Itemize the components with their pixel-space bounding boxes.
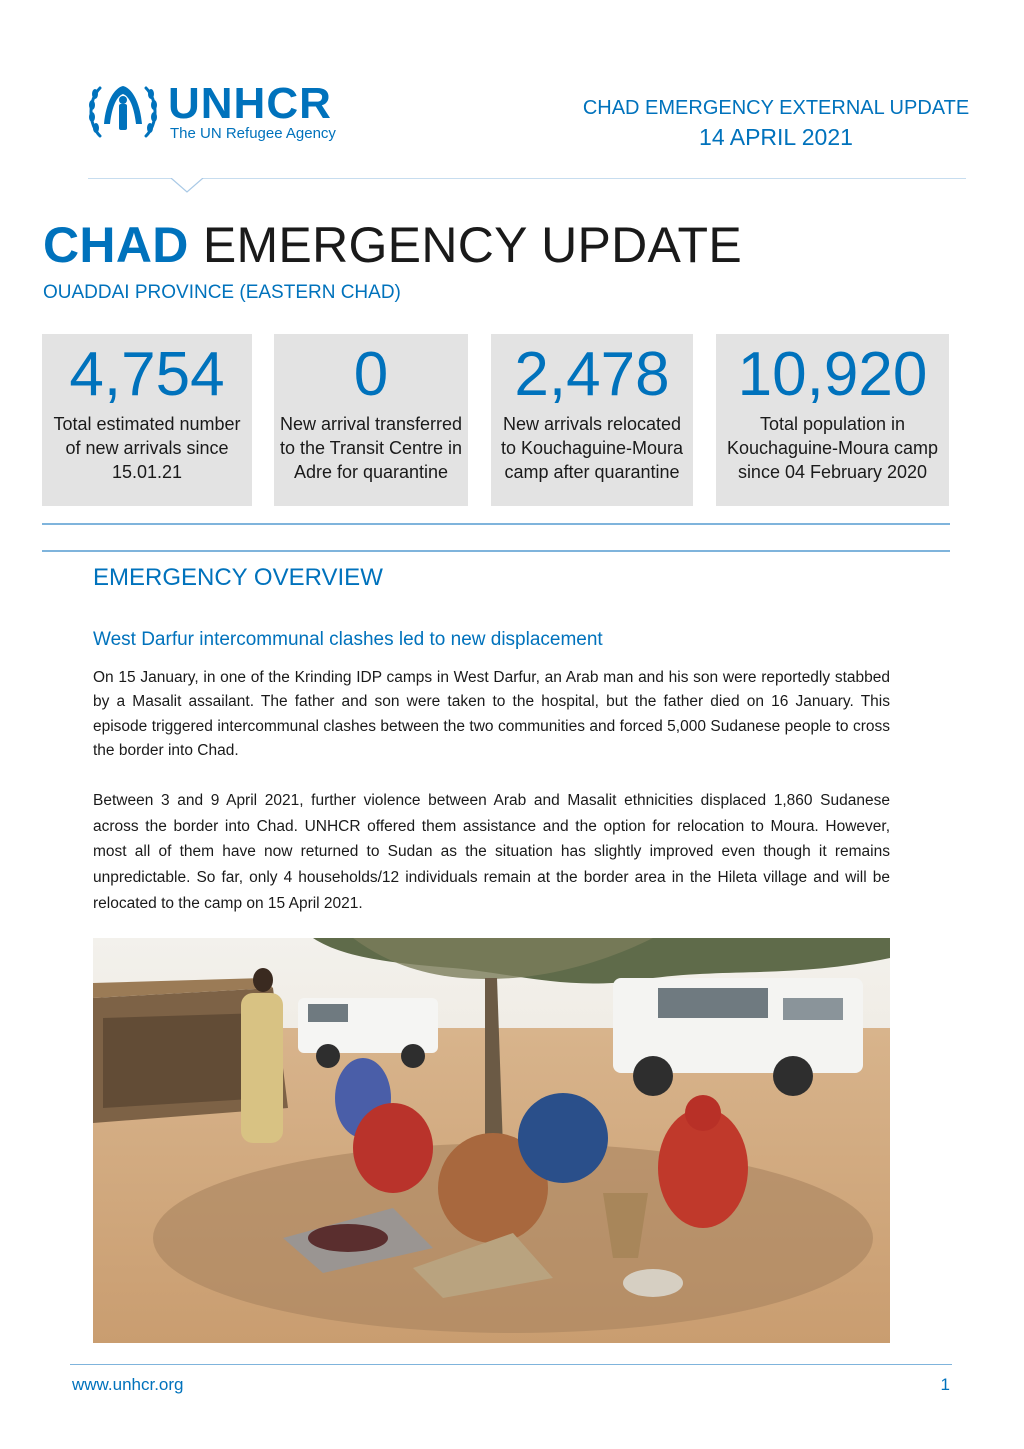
logo-name: UNHCR: [168, 79, 332, 128]
stat-box-total-population: [716, 334, 949, 506]
stat-box-transit-centre: [274, 334, 468, 506]
footer-divider: [70, 1364, 952, 1365]
stat-value: 4,754: [69, 340, 225, 409]
unhcr-emblem-icon: [86, 78, 160, 144]
report-header: [566, 96, 986, 154]
stat-value: 0: [353, 340, 389, 409]
page-title: [43, 216, 742, 274]
logo-tagline: The UN Refugee Agency: [170, 125, 336, 142]
overview-paragraph-1: On 15 January, in one of the Krinding IDP camps in West Darfur, an Arab man and his son were reportedly stabbed by a Masalit assailant. The father and son were taken to the hospital, but the father died on 16 January. This episode triggered intercommunal clashes between the two communities and forced 5,000 Sudanese people to cross the border into Chad.: [93, 669, 890, 759]
stat-label: Total population in Kouchaguine-Moura camp since 04 February 2020: [726, 414, 939, 482]
page-subtitle: OUADDAI PROVINCE (EASTERN CHAD): [43, 282, 401, 303]
stat-label: New arrival transferred to the Transit Centre in Adre for quarantine: [279, 414, 463, 482]
section-subheading: West Darfur intercommunal clashes led to new displacement: [93, 629, 603, 650]
page-number: 1: [940, 1375, 950, 1394]
caret-down-icon: [170, 178, 204, 194]
stat-value: 10,920: [737, 340, 928, 409]
title-rest: EMERGENCY UPDATE: [188, 217, 742, 273]
stat-label: New arrivals relocated to Kouchaguine-Moura camp after quarantine: [500, 414, 684, 482]
overview-paragraph-2: Between 3 and 9 April 2021, further violence between Arab and Masalit ethnicities displaced 1,860 Sudanese across the border into Chad. UNHCR offered them assistance and the option for relocation to Moura. However, most all of them have now returned to Sudan as the situation has slightly improved even though it remains unpredictable. So far, only 4 households/12 individuals remain at the border area in the Hileta village and will be relocated to the camp on 15 April 2021.: [93, 792, 890, 912]
stat-box-new-arrivals: [42, 334, 252, 506]
section-divider-top: [42, 523, 950, 525]
section-heading: EMERGENCY OVERVIEW: [93, 564, 383, 591]
title-accent: CHAD: [43, 217, 189, 273]
stat-value: 2,478: [514, 340, 670, 409]
stat-label: Total estimated number of new arrivals since 15.01.21: [53, 414, 241, 482]
photo-illustration: [93, 938, 890, 1343]
report-type: CHAD EMERGENCY EXTERNAL UPDATE: [582, 97, 970, 119]
unhcr-logo: [86, 78, 366, 148]
section-divider-bottom: [42, 550, 950, 552]
field-photo: [93, 938, 890, 1343]
stat-box-relocated: [491, 334, 693, 506]
header-divider: [88, 178, 966, 179]
footer-website-link[interactable]: www.unhcr.org: [72, 1375, 184, 1394]
report-date: 14 APRIL 2021: [699, 124, 853, 150]
